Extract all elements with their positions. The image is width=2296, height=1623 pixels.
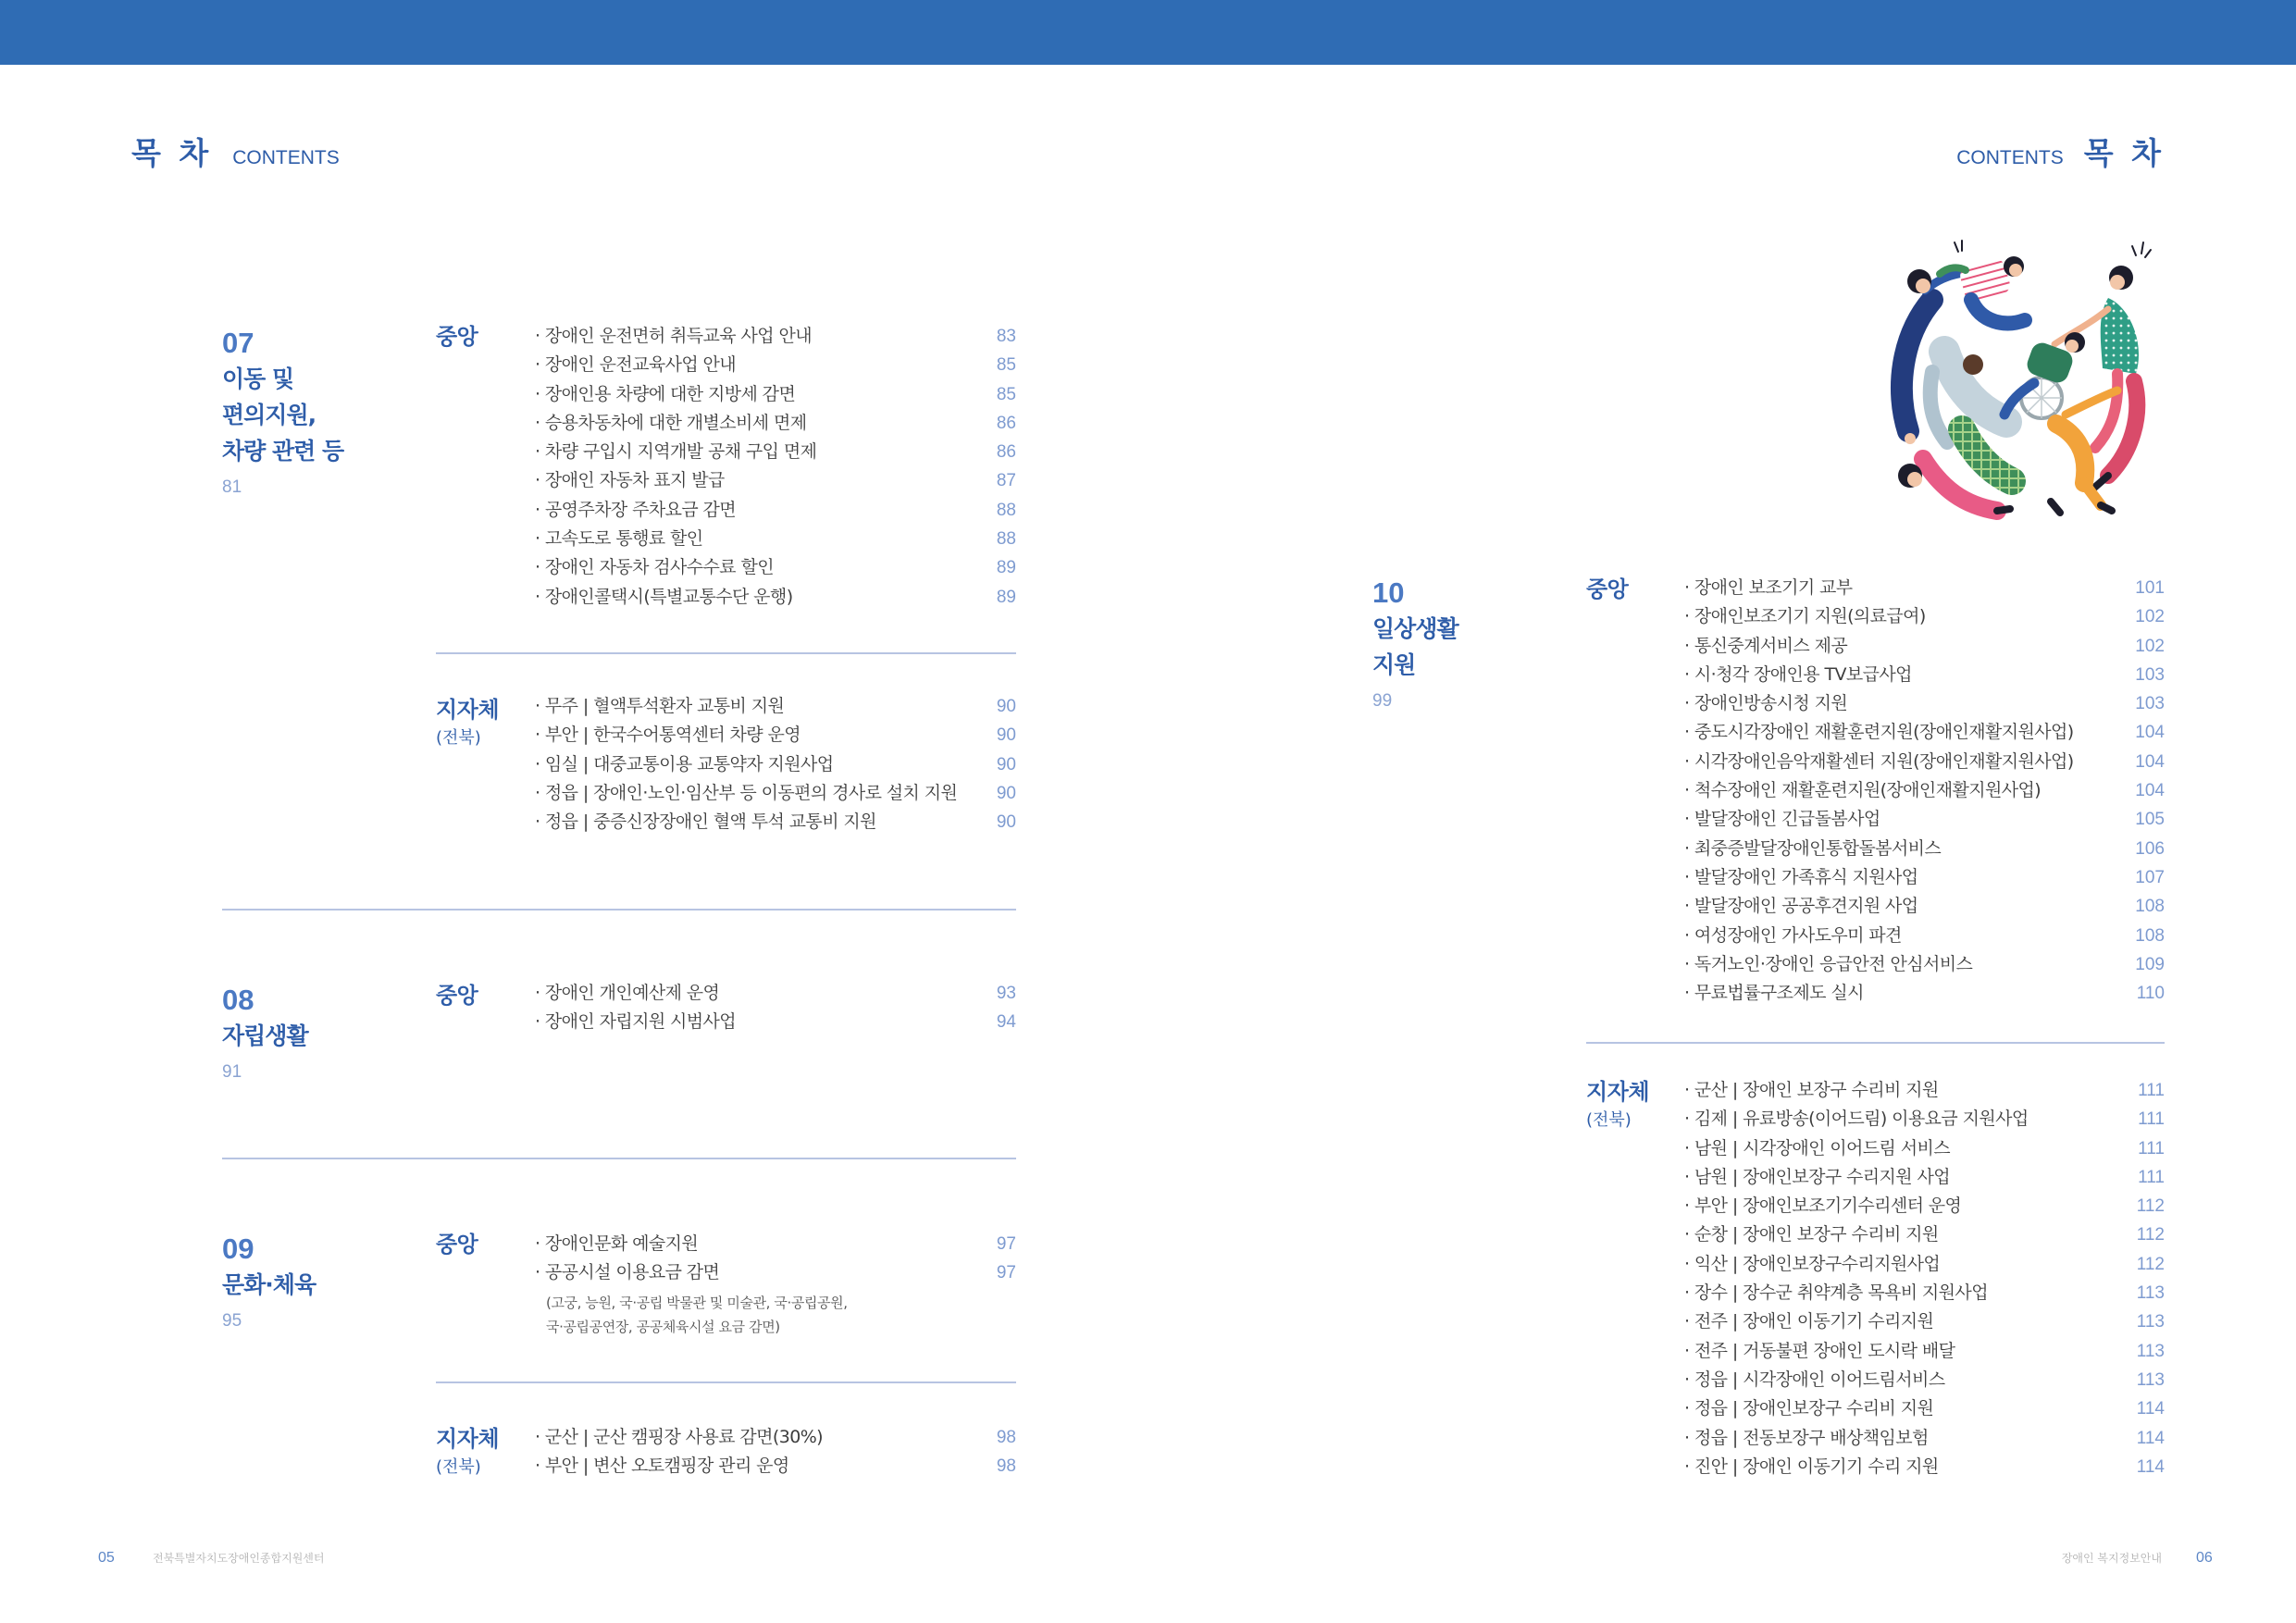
toc-item-title: · 정읍 | 시각장애인 이어드림서비스 [1684,1369,1945,1390]
toc-item-page: 114 [2136,1428,2165,1448]
group-sublabel: (전북) [436,1457,481,1477]
toc-item-page: 102 [2135,607,2165,627]
toc-item-title: · 장애인 자동차 표지 발급 [535,470,725,491]
toc-item-page: 109 [2135,954,2165,974]
toc-item-title: · 중도시각장애인 재활훈련지원(장애인재활지원사업) [1684,722,2074,743]
toc-item-title: · 군산 | 장애인 보장구 수리비 지원 [1684,1080,1939,1100]
toc-item-title: · 장수 | 장수군 취약계층 목욕비 지원사업 [1684,1282,1988,1304]
section-start-page: 81 [222,477,242,497]
toc-item-page: 97 [996,1234,1016,1254]
group-label: 지자체 [1586,1079,1650,1105]
toc-item-page: 104 [2135,781,2165,801]
toc-item [535,438,1016,466]
toc-item-title: · 순창 | 장애인 보장구 수리비 지원 [1684,1224,1939,1245]
toc-item-page: 103 [2135,694,2165,714]
toc-item-title: · 시·청각 장애인용 TV보급사업 [1684,663,1912,685]
toc-item-page: 112 [2136,1254,2165,1274]
item-note-line: 국·공립공연장, 공공체육시설 요금 감면) [546,1319,780,1335]
toc-item [1684,979,2165,1008]
toc-item [1684,1279,2165,1307]
toc-list [535,1230,1016,1288]
toc-item [1684,718,2165,747]
toc-item-title: · 진안 | 장애인 이동기기 수리 지원 [1684,1456,1939,1477]
toc-item [1684,1192,2165,1220]
toc-item-title: · 장애인 자립지원 시범사업 [535,1011,737,1033]
toc-item-page: 90 [996,812,1016,833]
toc-item-title: · 정읍 | 전동보장구 배상책임보험 [1684,1427,1929,1448]
toc-item-title: · 정읍 | 장애인·노인·임산부 등 이동편의 경사로 설치 지원 [535,782,958,803]
toc-item-title: · 부안 | 장애인보조기기수리센터 운영 [1684,1196,1962,1217]
people-circle-illustration [1866,233,2162,529]
toc-item-page: 98 [996,1456,1016,1477]
toc-item-title: · 여성장애인 가사도우미 파견 [1684,924,1902,946]
toc-item-page: 89 [996,587,1016,607]
toc-item [1684,1453,2165,1481]
group-sublabel: (전북) [1586,1110,1632,1130]
toc-item [535,808,1016,836]
toc-item [1684,805,2165,834]
header-title-english: CONTENTS [1956,147,2064,168]
toc-item [1684,748,2165,776]
group-label: 지자체 [436,1426,500,1452]
toc-item-title: · 공영주차장 주차요금 감면 [535,499,737,520]
header-title-english: CONTENTS [232,147,340,168]
toc-item-title: · 전주 | 장애인 이동기기 수리지원 [1684,1311,1934,1332]
section-divider [222,1158,1016,1159]
toc-list [1684,574,2165,1008]
toc-item-page: 93 [996,984,1016,1003]
section-start-page: 91 [222,1062,242,1082]
toc-item [535,380,1016,409]
toc-item-title: · 정읍 | 장애인보장구 수리비 지원 [1684,1398,1934,1419]
toc-item-title: · 최중증발달장애인통합돌봄서비스 [1684,837,1942,859]
toc-item-page: 90 [996,725,1016,746]
toc-item [535,1423,1016,1452]
toc-item-page: 94 [996,1012,1016,1033]
footer-organization: 전북특별자치도장애인종합지원센터 [153,1552,325,1565]
toc-item-title: · 발달장애인 공공후견지원 사업 [1684,896,1918,917]
footer-page-number-right: 06 [2196,1550,2213,1566]
toc-item [535,553,1016,582]
top-color-bar [0,0,2296,65]
toc-item-page: 113 [2136,1312,2165,1332]
toc-item-title: · 승용차동차에 대한 개별소비세 면제 [535,412,807,433]
group-divider [436,1381,1016,1383]
group-label: 중앙 [1586,576,1629,602]
section-number: 07 [222,327,254,359]
group-label: 중앙 [436,1232,478,1258]
toc-item-title: · 장애인콜택시(특별교통수단 운행) [535,586,793,607]
toc-item-page: 112 [2136,1225,2165,1245]
toc-item [535,979,1016,1008]
section-09-heading [222,1232,426,1332]
toc-item [1684,602,2165,631]
toc-item-page: 85 [996,355,1016,376]
toc-item-title: · 장애인 운전면허 취득교육 사업 안내 [535,326,812,346]
toc-item-title: · 임실 | 대중교통이용 교통약자 지원사업 [535,753,834,774]
footer-book-title: 장애인 복지정보안내 [2061,1552,2162,1565]
section-title-line: 문화·체육 [222,1271,316,1298]
toc-item-title: · 장애인보조기기 지원(의료급여) [1684,606,1926,627]
toc-item-title: · 남원 | 시각장애인 이어드림 서비스 [1684,1137,1950,1158]
toc-item-title: · 전주 | 거동불편 장애인 도시락 배달 [1684,1340,1955,1361]
toc-item [1684,574,2165,602]
toc-item [1684,863,2165,892]
toc-item [535,583,1016,612]
section-08-heading [222,983,426,1084]
section-07-heading [222,326,426,499]
item-note [546,1291,848,1339]
toc-item-title: · 장애인 운전교육사업 안내 [535,354,737,376]
toc-item-title: · 부안 | 한국수어통역센터 차량 운영 [535,725,800,746]
toc-item-title: · 독거노인·장애인 응급안전 안심서비스 [1684,953,1973,974]
sparkle-marks [1955,241,2151,257]
toc-item-page: 104 [2135,751,2165,772]
toc-item [535,750,1016,779]
toc-item-page: 86 [996,442,1016,463]
toc-item [535,1230,1016,1258]
toc-item-page: 108 [2135,925,2165,946]
toc-item [535,322,1016,351]
toc-item [1684,776,2165,805]
toc-item [535,351,1016,379]
group-label-local [1586,1078,1649,1134]
group-divider [436,652,1016,654]
toc-item [1684,1307,2165,1336]
toc-item [535,779,1016,808]
toc-item-title: · 군산 | 군산 캠핑장 사용료 감면(30%) [535,1427,823,1447]
toc-item [1684,1134,2165,1163]
toc-item-page: 103 [2135,664,2165,685]
toc-item-title: · 통신중계서비스 제공 [1684,635,1848,656]
toc-item [535,466,1016,495]
group-label: 중앙 [436,983,478,1009]
toc-item-page: 87 [996,471,1016,491]
toc-item-page: 108 [2135,897,2165,917]
group-label-central [1586,576,1628,604]
toc-item-page: 97 [996,1263,1016,1283]
header-title-korean: 목 차 [2083,135,2165,171]
section-number: 09 [222,1233,254,1265]
toc-item [1684,1076,2165,1105]
toc-item-page: 110 [2136,984,2165,1004]
toc-item-title: · 공공시설 이용요금 감면 [535,1262,720,1283]
toc-item [535,496,1016,525]
group-sublabel: (전북) [436,728,481,748]
toc-item-page: 90 [996,783,1016,803]
toc-item-title: · 정읍 | 중증신장장애인 혈액 투석 교통비 지원 [535,812,876,833]
toc-item [535,692,1016,721]
toc-item [1684,1105,2165,1134]
toc-item-page: 86 [996,413,1016,433]
group-label-local [436,696,499,751]
group-label: 지자체 [436,697,500,723]
toc-item-page: 104 [2135,723,2165,743]
toc-item [535,721,1016,750]
toc-item-page: 113 [2136,1341,2165,1361]
toc-item-title: · 고속도로 통행료 할인 [535,528,703,550]
toc-list [535,1423,1016,1481]
section-title-line: 지원 [1372,651,1416,678]
toc-item-title: · 무주 | 혈액투석환자 교통비 지원 [535,696,785,716]
group-label: 중앙 [436,324,478,350]
toc-item-page: 98 [996,1428,1016,1447]
footer-page-number-left: 05 [98,1550,115,1566]
toc-item-page: 106 [2135,838,2165,859]
toc-item-page: 89 [996,558,1016,578]
toc-item-page: 90 [996,754,1016,774]
toc-item-title: · 무료법률구조제도 실시 [1684,983,1864,1004]
toc-item-title: · 장애인 개인예산제 운영 [535,983,720,1003]
toc-item-page: 88 [996,500,1016,520]
section-title-line: 자립생활 [222,1022,308,1049]
toc-item [1684,1163,2165,1192]
toc-item-title: · 장애인방송시청 지원 [1684,693,1848,714]
toc-item-page: 113 [2136,1283,2165,1304]
toc-item [1684,632,2165,661]
figure-plaid [1898,429,2012,511]
toc-list [535,692,1016,836]
toc-item [1684,1250,2165,1279]
right-page-header [1956,135,2165,177]
toc-item-title: · 장애인 자동차 검사수수료 할인 [535,557,775,578]
toc-item-page: 111 [2138,1167,2165,1187]
toc-item-page: 112 [2136,1196,2165,1217]
toc-item-page: 113 [2136,1369,2165,1390]
toc-item-page: 83 [996,327,1016,346]
toc-item-title: · 김제 | 유료방송(이어드림) 이용요금 지원사업 [1684,1109,2029,1130]
group-label-central [436,1231,478,1259]
section-title-line: 이동 및 [222,365,294,392]
toc-item [1684,950,2165,979]
toc-item [1684,689,2165,718]
toc-item-page: 111 [2138,1109,2165,1130]
toc-item-page: 105 [2135,810,2165,830]
toc-item [1684,922,2165,950]
section-title-line: 차량 관련 등 [222,438,344,465]
toc-item-page: 85 [996,384,1016,404]
toc-item-title: · 남원 | 장애인보장구 수리지원 사업 [1684,1166,1950,1187]
section-title-line: 편의지원, [222,402,316,428]
toc-item-page: 111 [2138,1138,2165,1158]
group-divider [1586,1042,2165,1044]
left-page-header [131,135,340,177]
section-10-heading [1372,576,1576,712]
toc-item [1684,661,2165,689]
toc-item-title: · 발달장애인 긴급돌봄사업 [1684,809,1880,830]
toc-item-page: 102 [2135,636,2165,656]
toc-item-page: 90 [996,697,1016,716]
section-number: 08 [222,984,254,1016]
toc-item-title: · 발달장애인 가족휴식 지원사업 [1684,866,1918,887]
toc-list [535,979,1016,1037]
toc-item-title: · 장애인 보조기기 교부 [1684,577,1853,598]
section-start-page: 95 [222,1311,242,1331]
toc-item-title: · 부안 | 변산 오토캠핑장 관리 운영 [535,1456,789,1477]
toc-item-page: 114 [2136,1399,2165,1419]
toc-item-page: 111 [2138,1081,2165,1100]
toc-item-title: · 장애인문화 예술지원 [535,1233,699,1254]
toc-item [1684,1424,2165,1453]
toc-item-title: · 차량 구입시 지역개발 공채 구입 면제 [535,441,817,463]
section-divider [222,909,1016,911]
group-label-central [436,323,478,352]
toc-item [535,1452,1016,1481]
toc-item [1684,892,2165,921]
toc-item-title: · 장애인용 차량에 대한 지방세 감면 [535,383,796,404]
toc-list [1684,1076,2165,1481]
header-title-korean: 목 차 [131,135,213,171]
toc-item [535,1008,1016,1036]
toc-item [1684,1366,2165,1394]
toc-item-page: 114 [2136,1456,2165,1477]
toc-item [535,525,1016,553]
toc-item-page: 88 [996,529,1016,550]
toc-item-title: · 척수장애인 재활훈련지원(장애인재활지원사업) [1684,780,2042,801]
toc-item-title: · 익산 | 장애인보장구수리지원사업 [1684,1253,1941,1274]
toc-item-title: · 시각장애인음악재활센터 지원(장애인재활지원사업) [1684,750,2074,772]
section-title-line: 일상생활 [1372,615,1458,642]
figure-striped [1940,256,2025,323]
toc-list [535,322,1016,612]
toc-item [1684,1337,2165,1366]
figure-wheelchair [2004,332,2085,418]
toc-item [535,409,1016,438]
toc-item [1684,835,2165,863]
section-start-page: 99 [1372,691,1393,711]
item-note-line: (고궁, 능원, 국·공립 박물관 및 미술관, 국·공립공원, [546,1295,848,1311]
group-label-local [436,1425,499,1481]
toc-item [535,1258,1016,1287]
toc-item [1684,1394,2165,1423]
group-label-central [436,982,478,1010]
toc-item-page: 101 [2135,578,2165,598]
toc-item [1684,1220,2165,1249]
section-number: 10 [1372,576,1405,609]
toc-item-page: 107 [2135,867,2165,887]
